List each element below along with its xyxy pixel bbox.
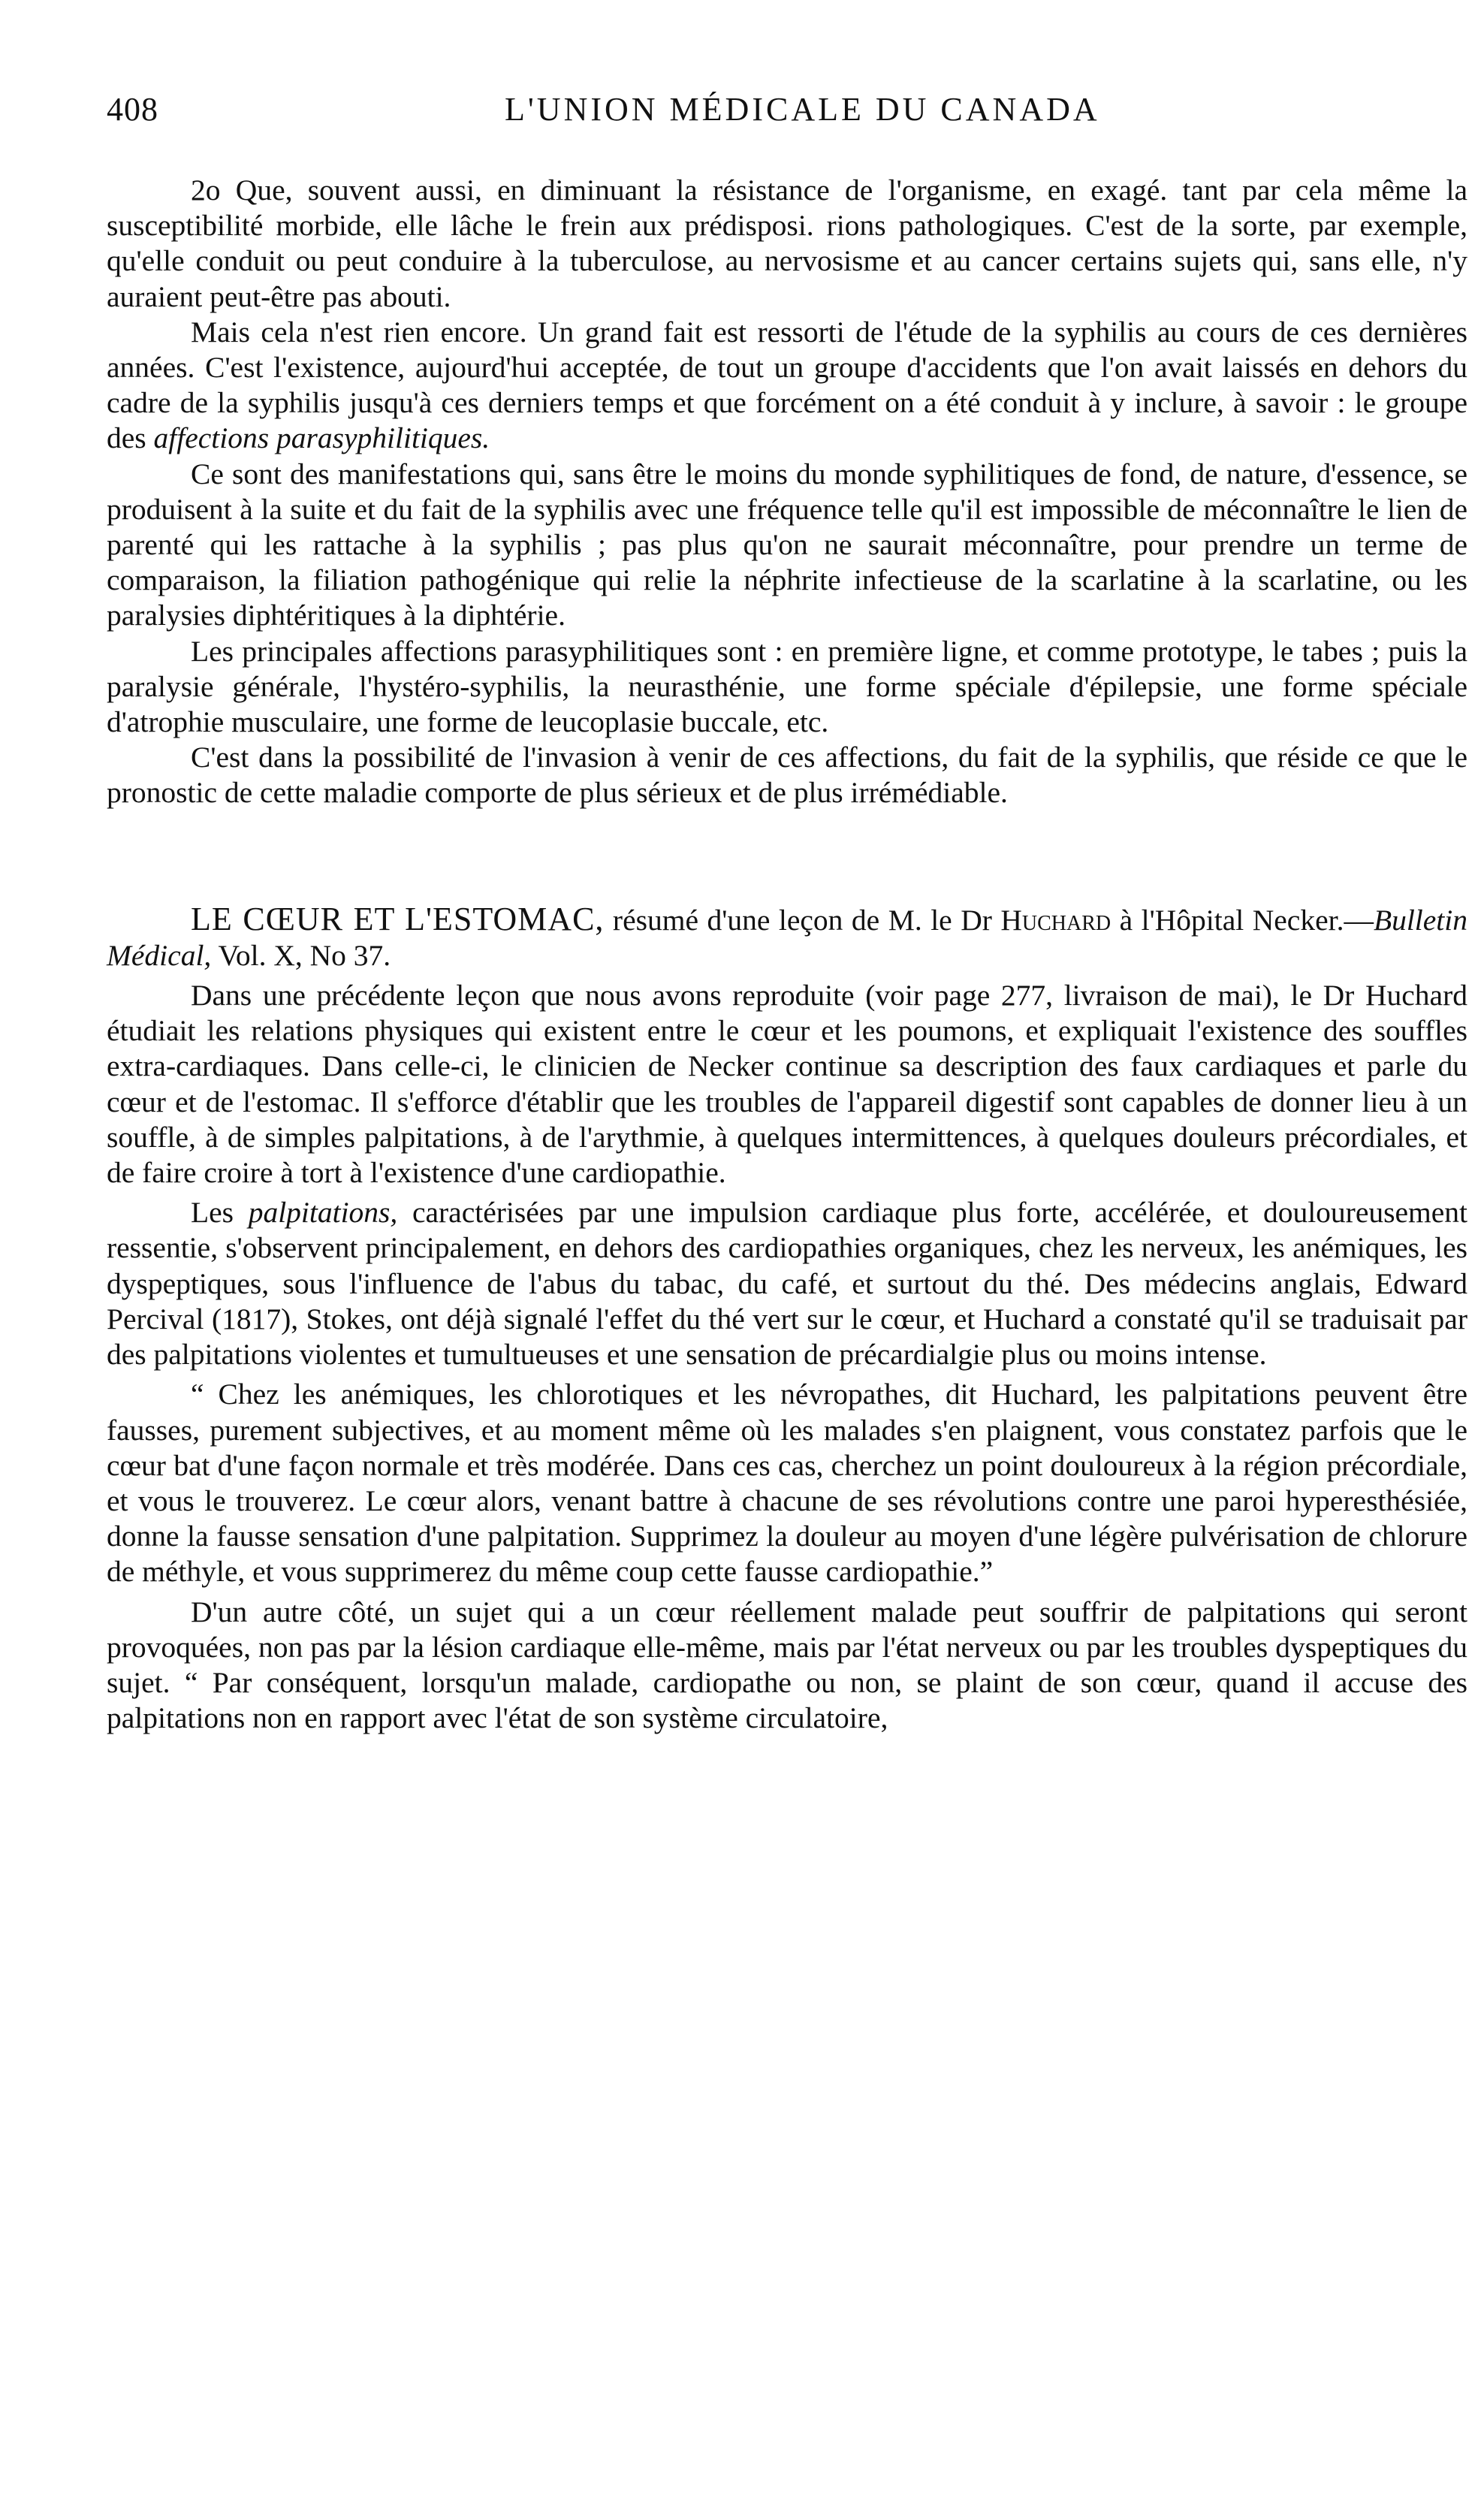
section-location: à l'Hôpital Necker.— <box>1111 903 1374 937</box>
paragraph-text: Les <box>191 1196 249 1230</box>
section-subtitle: résumé d'une leçon de M. le Dr <box>604 903 1001 937</box>
journal-title: L'UNION MÉDICALE DU CANADA <box>505 91 1100 128</box>
section-heading <box>107 901 1467 973</box>
paragraph: 2o Que, souvent aussi, en diminuant la résistance de l'organisme, en exagé. tant par cela même la susceptibilité morbide, elle lâche le frein aux prédisposi. rions pathologiques. C'est de la sorte, par exemple, qu'elle conduit ou peut conduire à la tuberculose, au nervosisme et au cancer certains sujets qui, sans elle, n'y auraient peut-être pas abouti. <box>107 174 1467 313</box>
source-title: Bulletin Médical, <box>107 903 1468 972</box>
paragraph <box>107 315 1467 457</box>
paragraph: C'est dans la possibilité de l'invasion à venir de ces affections, du fait de la syphilis, que réside ce que le pronostic de cette maladie comporte de plus sérieux et de plus irrémédiable. <box>107 741 1467 810</box>
paragraph: “ Chez les anémiques, les chlorotiques et les névropathes, dit Huchard, les palpitations peuvent être fausses, purement subjectives, et au moment même où les malades s'en plaignent, vous constatez parfois que le cœur bat d'une façon normale et très modérée. Dans ces cas, cherchez un point douloureux à la région précordiale, et vous le trouverez. Le cœur alors, venant battre à chacune de ses révolutions contre une paroi hyperesthésiée, donne la fausse sensation d'une palpitation. Supprimez la douleur au moyen d'une légère pulvérisation de chlorure de méthyle, et vous supprimerez du même coup cette fausse cardiopathie.” <box>107 1378 1467 1589</box>
paragraph-text: Mais cela n'est rien encore. Un grand fait est ressorti de l'étude de la syphilis au cours de ces dernières années. C'est l'existence, aujourd'hui acceptée, de tout un groupe d'accidents que l'on avait laissés en dehors du cadre de la syphilis jusqu'à ces derniers temps et que forcément on a été conduit à y inclure, à savoir : le groupe des <box>107 315 1467 455</box>
paragraph: Dans une précédente leçon que nous avons reproduite (voir page 277, livraison de mai), le Dr Huchard étudiait les relations physiques qui existent entre le cœur et les poumons, et expliquait l'existence des souffles extra-cardiaques. Dans celle-ci, le clinicien de Necker continue sa description des faux cardiaques et parle du cœur et de l'estomac. Il s'efforce d'établir que les troubles de l'appareil digestif sont capables de donner lieu à un souffle, à de simples palpitations, à de l'arythmie, à quelques intermittences, à quelques douleurs précordiales, et de faire croire à tort à l'existence d'une cardiopathie. <box>107 979 1467 1190</box>
running-head <box>107 90 1467 135</box>
article-body <box>107 173 1467 1736</box>
paragraph <box>107 1195 1467 1372</box>
emphasis-text: affections parasyphilitiques. <box>153 421 490 455</box>
paragraph: D'un autre côté, un sujet qui a un cœur réellement malade peut souffrir de palpitations qui seront provoquées, non pas par la lésion cardiaque elle-même, mais par l'état nerveux ou par les troubles dyspeptiques du sujet. “ Par conséquent, lorsqu'un malade, cardiopathe ou non, se plaint de son cœur, quand il accuse des palpitations non en rapport avec l'état de son système circulatoire, <box>107 1595 1467 1735</box>
emphasis-text: palpitations, <box>248 1196 398 1230</box>
page-number: 408 <box>107 91 158 128</box>
paragraph-text: caractérisées par une impulsion cardiaque plus forte, accélérée, et douloureusement ressentie, s'observent principalement, en dehors des cardiopathies organiques, chez les nerveux, les anémiques, les dyspeptiques, sous l'influence de l'abus du tabac, du café, et surtout du thé. Des médecins anglais, Edward Percival (1817), Stokes, ont déjà signalé l'effet du thé vert sur le cœur, et Huchard a constaté qu'il se traduisait par des palpitations violentes et tumultueuses et une sensation de précardialgie plus ou moins intense. <box>107 1196 1467 1372</box>
paragraph: Les principales affections parasyphilitiques sont : en première ligne, et comme prototype, le tabes ; puis la paralysie générale, l'hystéro-syphilis, la neurasthénie, une forme spéciale d'épilepsie, une forme spéciale d'atrophie musculaire, une forme de leucoplasie buccale, etc. <box>107 634 1467 739</box>
paragraph: Ce sont des manifestations qui, sans être le moins du monde syphilitiques de fond, de nature, d'essence, se produisent à la suite et du fait de la syphilis avec une fréquence telle qu'il est impossible de méconnaître le lien de parenté qui les rattache à la syphilis ; pas plus qu'on ne saurait méconnaître, pour prendre un terme de comparaison, la filiation pathogénique qui relie la néphrite infectieuse de la scarlatine à la scarlatine, ou les paralysies diphtéritiques à la diphtérie. <box>107 457 1467 632</box>
author-name: Huchard <box>1000 903 1111 937</box>
section-title: LE CŒUR ET L'ESTOMAC, <box>191 900 605 937</box>
source-reference: Vol. X, No 37. <box>211 938 391 972</box>
